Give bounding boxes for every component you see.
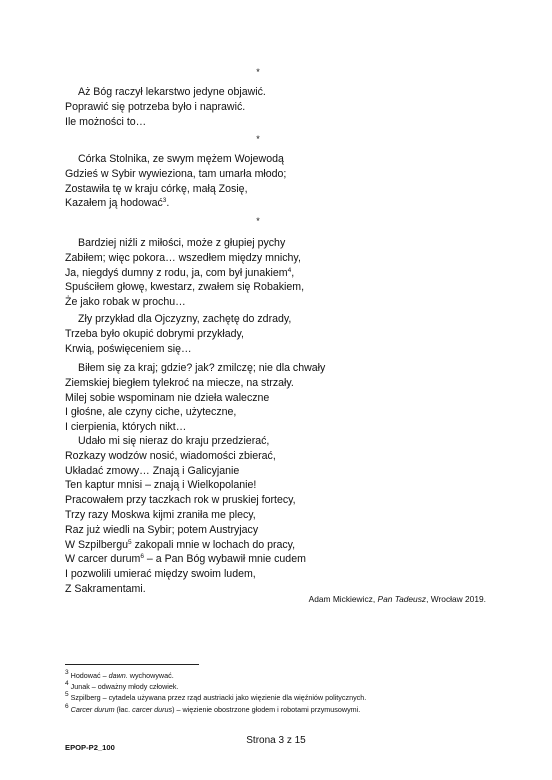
line-text: , (291, 266, 295, 279)
line-text: Kazałem ją hodować (65, 197, 163, 210)
footnote-number: 3 (65, 669, 69, 676)
footnote-ref-3: 3 (162, 197, 167, 205)
footnote-text: Szpilberg – cytadela używana przez rząd austriacki jako więzienie dla więźniów politycznych. (68, 693, 367, 703)
source-title: Pan Tadeusz (377, 594, 427, 604)
stanza-5 (65, 361, 325, 435)
footnote-ref-5: 5 (128, 538, 132, 546)
stanza-3 (65, 236, 304, 310)
footnote-number: 4 (65, 680, 69, 688)
page-number: Strona 3 z 15 (246, 735, 306, 746)
source-citation (309, 594, 486, 604)
poem-line: Zły przykład dla Ojczyzny, zachętę do zdrady, (78, 313, 292, 325)
poem-line: Biłem się za kraj; gdzie? jak? zmilczę; nie dla chwały (78, 362, 326, 374)
footnote-3 (65, 670, 366, 681)
poem-line (65, 538, 306, 553)
poem-line: Córka Stolnika, ze swym mężem Wojewodą (78, 153, 284, 165)
section-separator: * (256, 134, 260, 144)
stanza-4 (65, 312, 291, 356)
footnote-divider (65, 664, 199, 665)
footnote-text: wychowywać. (127, 671, 174, 680)
exam-code: EPOP-P2_100 (65, 743, 115, 752)
stanza-1 (65, 85, 266, 129)
footnote-ref-6: 6 (140, 553, 144, 561)
footnote-text: ) – więzienie obostrzone głodem i robotami przymusowymi. (172, 704, 361, 714)
footnote-text: dawn. (108, 671, 128, 680)
poem-line: Raz już wiedli na Sybir; potem Austryjacy (65, 523, 259, 536)
footnote-ref-4: 4 (287, 266, 292, 274)
footnotes (65, 670, 366, 715)
section-separator: * (256, 216, 260, 226)
poem-line: Z Sakramentami. (65, 582, 146, 595)
poem-line: I głośne, ale czyny ciche, użyteczne, (65, 406, 237, 419)
footnote-text: carcer durus (132, 704, 173, 714)
poem-line: Ten kaptur mnisi – znają i Wielkopolanie! (65, 479, 257, 492)
poem-line (65, 552, 306, 567)
footnote-number: 5 (65, 691, 69, 699)
source-author: Adam Mickiewicz, (308, 594, 378, 604)
poem-line: Udało mi się nieraz do kraju przedzierać, (78, 435, 270, 447)
source-place: , Wrocław 2019. (426, 594, 486, 604)
poem-line: Rozkazy wodzów nosić, wiadomości zbierać, (65, 449, 276, 462)
poem-line: Aż Bóg raczył lekarstwo jedyne objawić. (78, 86, 266, 98)
poem-line: Krwią, poświęceniem się… (65, 342, 192, 355)
poem-line: Milej sobie wspominam nie dzieła waleczne (65, 391, 270, 404)
footnote-text: (łac. (114, 704, 133, 714)
poem-line: Ile możności to… (65, 115, 147, 128)
poem-line: Ziemskiej biegłem tylekroć na miecze, na strzały. (65, 376, 294, 389)
poem-line (65, 196, 286, 211)
poem-line (65, 266, 304, 281)
footnote-5 (65, 692, 366, 703)
line-text: W Szpilbergu (65, 538, 128, 551)
line-text: – a Pan Bóg wybawił mnie cudem (143, 553, 306, 566)
poem-line: Że jako robak w prochu… (65, 296, 186, 309)
footnote-6 (65, 704, 366, 715)
section-separator: * (256, 67, 260, 77)
poem-line: Spuściłem głowę, kwestarz, zwałem się Robakiem, (65, 281, 305, 294)
footnote-text: Carcer durum (70, 704, 115, 714)
poem-line: Poprawić się potrzeba było i naprawić. (65, 100, 246, 113)
line-text: W carcer durum (65, 553, 141, 566)
poem-line: Gdzieś w Sybir wywieziona, tam umarła młodo; (65, 167, 287, 180)
poem-line: Trzy razy Moskwa kijmi zraniła me plecy, (65, 508, 256, 521)
poem-line: Bardziej niźli z miłości, może z głupiej pychy (78, 237, 286, 249)
footnote-text: Hodować – (68, 671, 109, 680)
poem-line: Zabiłem; więc pokora… wszedłem między mnichy, (65, 251, 301, 264)
footnote-4 (65, 681, 366, 692)
poem-line: Trzeba było okupić dobrymi przykłady, (65, 327, 244, 340)
stanza-6 (65, 434, 306, 597)
poem-line: Układać zmowy… Znają i Galicyjanie (65, 464, 240, 477)
poem-line: I pozwolili umierać między swoim ludem, (65, 568, 256, 581)
stanza-2 (65, 152, 286, 211)
footnote-text: Junak – odważny młody człowiek. (68, 682, 179, 692)
line-text: . (166, 197, 170, 210)
poem-line: Zostawiła tę w kraju córkę, małą Zosię, (65, 182, 248, 195)
footnote-number: 6 (65, 702, 69, 710)
line-text: zakopali mnie w lochach do pracy, (131, 538, 296, 551)
line-text: Ja, niegdyś dumny z rodu, ja, com był junakiem (65, 266, 288, 279)
poem-line: Pracowałem przy taczkach rok w pruskiej fortecy, (65, 494, 296, 507)
poem-line: I cierpienia, których nikt… (65, 421, 187, 434)
